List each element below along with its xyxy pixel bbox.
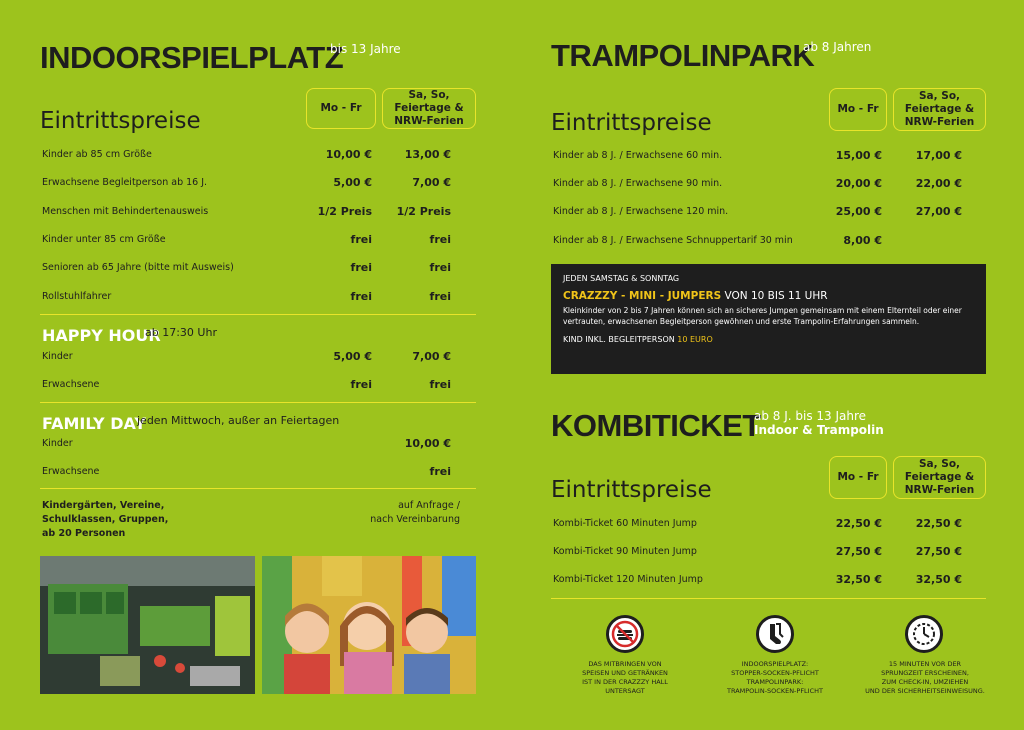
table-row bbox=[553, 202, 973, 222]
indoor-age: bis 13 Jahre bbox=[330, 42, 401, 56]
promo-headline-rest: VON 10 BIS 11 UHR bbox=[724, 290, 828, 302]
row-label: Kinder ab 8 J. / Erwachsene 90 min. bbox=[553, 178, 723, 189]
price-weekday: 27,50 € bbox=[835, 545, 882, 558]
table-row bbox=[42, 375, 462, 395]
trampolin-title: TRAMPOLINPARK bbox=[551, 38, 815, 73]
groups-label-line: Kindergärten, Vereine, bbox=[42, 500, 165, 511]
price-weekday: frei bbox=[350, 261, 372, 274]
notice-line: SPEISEN UND GETRÄNKEN bbox=[582, 669, 668, 677]
price-weekend: 32,50 € bbox=[915, 573, 962, 586]
notice-line: UNTERSAGT bbox=[605, 687, 645, 695]
kombi-col-weekday: Mo - Fr bbox=[829, 456, 887, 499]
promo-headline: CRAZZZY - MINI - JUMPERS bbox=[563, 290, 722, 302]
groups-label-line: ab 20 Personen bbox=[42, 528, 126, 539]
price-weekend: frei bbox=[429, 378, 451, 391]
promo-top: JEDEN SAMSTAG & SONNTAG bbox=[563, 274, 680, 283]
row-label: Rollstuhlfahrer bbox=[42, 291, 112, 302]
row-label: Kinder unter 85 cm Größe bbox=[42, 234, 166, 245]
price-weekday: frei bbox=[350, 378, 372, 391]
family-day-time: jeden Mittwoch, außer an Feiertagen bbox=[137, 414, 340, 427]
kombi-prices-title: Eintrittspreise bbox=[551, 477, 712, 503]
happy-hour-title: HAPPY HOUR bbox=[42, 326, 161, 345]
groups-label bbox=[42, 499, 168, 541]
kombi-title: KOMBITICKET bbox=[551, 408, 761, 443]
price-weekday: 10,00 € bbox=[325, 148, 372, 161]
price-weekend: frei bbox=[429, 261, 451, 274]
divider bbox=[40, 488, 476, 489]
indoor-col-weekend: Sa, So, Feiertage & NRW-Ferien bbox=[382, 88, 476, 129]
happy-hour-time: ab 17:30 Uhr bbox=[145, 326, 217, 339]
table-row bbox=[42, 258, 462, 278]
promo-headline-wrap bbox=[563, 290, 974, 303]
row-label: Senioren ab 65 Jahre (bitte mit Ausweis) bbox=[42, 262, 234, 273]
row-label: Kombi-Ticket 90 Minuten Jump bbox=[553, 546, 697, 557]
promo-text: Kleinkinder von 2 bis 7 Jahren können sich an sicheres Jumpen gemeinsam mit einem Elternteil oder einer vertrauten, erwachsenen Begleitperson gewöhnen und erste Trampolin-Erfahrungen sammeln. bbox=[563, 306, 962, 326]
table-row bbox=[42, 347, 462, 367]
price-weekday: 5,00 € bbox=[333, 176, 372, 189]
table-row bbox=[553, 231, 973, 251]
notice-line: TRAMPOLINPARK: bbox=[746, 678, 804, 686]
notice-line: INDOORSPIELPLATZ: bbox=[741, 660, 809, 668]
row-label: Kombi-Ticket 120 Minuten Jump bbox=[553, 574, 703, 585]
row-label: Kinder bbox=[42, 438, 73, 449]
table-row bbox=[553, 174, 973, 194]
table-row bbox=[553, 542, 973, 562]
table-row bbox=[42, 173, 462, 193]
price-weekend: 22,00 € bbox=[915, 177, 962, 190]
table-row bbox=[553, 514, 973, 534]
row-label: Kinder ab 8 J. / Erwachsene 60 min. bbox=[553, 150, 723, 161]
socks-icon bbox=[756, 615, 794, 653]
promo-price-label: KIND INKL. BEGLEITPERSON bbox=[563, 335, 675, 344]
table-row bbox=[553, 570, 973, 590]
notice-line: ZUM CHECK-IN, UMZIEHEN bbox=[881, 678, 969, 686]
price-weekday: 15,00 € bbox=[835, 149, 882, 162]
clock-icon bbox=[905, 615, 943, 653]
no-food-icon bbox=[606, 615, 644, 653]
price-weekend: 27,00 € bbox=[915, 205, 962, 218]
price-weekend: frei bbox=[429, 290, 451, 303]
notice-line: UND DER SICHERHEITSEINWEISUNG. bbox=[865, 687, 985, 695]
kombi-col-weekend: Sa, So, Feiertage & NRW-Ferien bbox=[893, 456, 986, 499]
notice-line: TRAMPOLIN-SOCKEN-PFLICHT bbox=[726, 687, 823, 695]
divider bbox=[40, 314, 476, 315]
price-weekday: 25,00 € bbox=[835, 205, 882, 218]
table-row bbox=[42, 230, 462, 250]
trampolin-age: ab 8 Jahren bbox=[803, 40, 872, 54]
price-weekend: frei bbox=[429, 233, 451, 246]
price-weekend: 1/2 Preis bbox=[396, 205, 451, 218]
row-label: Kinder ab 85 cm Größe bbox=[42, 149, 152, 160]
table-row bbox=[42, 145, 462, 165]
row-label: Kinder ab 8 J. / Erwachsene Schnuppertarif 30 min bbox=[553, 235, 793, 246]
indoor-col-weekday: Mo - Fr bbox=[306, 88, 376, 129]
notice-line: SPRUNGZEIT ERSCHEINEN, bbox=[881, 669, 969, 677]
table-row bbox=[42, 287, 462, 307]
groups-value-line: nach Vereinbarung bbox=[370, 514, 460, 525]
price-weekday: frei bbox=[350, 290, 372, 303]
indoor-prices-title: Eintrittspreise bbox=[40, 108, 201, 134]
row-label: Erwachsene Begleitperson ab 16 J. bbox=[42, 177, 208, 188]
row-label: Kombi-Ticket 60 Minuten Jump bbox=[553, 518, 697, 529]
children-photo bbox=[262, 556, 476, 694]
kombi-age-line: ab 8 J. bis 13 Jahre bbox=[754, 409, 867, 423]
price-weekend: 10,00 € bbox=[404, 437, 451, 450]
promo-price bbox=[563, 335, 974, 345]
groups-label-line: Schulklassen, Gruppen, bbox=[42, 514, 169, 525]
price-weekday: 8,00 € bbox=[843, 234, 882, 247]
row-label: Kinder ab 8 J. / Erwachsene 120 min. bbox=[553, 206, 729, 217]
groups-value bbox=[356, 499, 460, 527]
price-weekend: 27,50 € bbox=[915, 545, 962, 558]
price-weekend: 13,00 € bbox=[404, 148, 451, 161]
notice-line: STOPPER-SOCKEN-PFLICHT bbox=[731, 669, 819, 677]
price-weekend: 17,00 € bbox=[915, 149, 962, 162]
kombi-age bbox=[754, 409, 884, 437]
trampolin-col-weekday: Mo - Fr bbox=[829, 88, 887, 131]
mini-jumpers-promo bbox=[551, 264, 986, 374]
notice-line: 15 MINUTEN VOR DER bbox=[888, 660, 962, 668]
notice-socks bbox=[715, 660, 835, 696]
price-weekend: frei bbox=[429, 465, 451, 478]
row-label: Menschen mit Behindertenausweis bbox=[42, 206, 209, 217]
table-row bbox=[553, 146, 973, 166]
divider bbox=[551, 598, 986, 599]
notice-arrival bbox=[860, 660, 990, 696]
indoor-playground-photo bbox=[40, 556, 255, 694]
table-row bbox=[42, 462, 462, 482]
price-weekday: 5,00 € bbox=[333, 350, 372, 363]
promo-price-value: 10 EURO bbox=[677, 335, 713, 344]
row-label: Kinder bbox=[42, 351, 73, 362]
price-weekend: 7,00 € bbox=[412, 350, 451, 363]
groups-value-line: auf Anfrage / bbox=[398, 500, 460, 511]
notice-line: DAS MITBRINGEN VON bbox=[588, 660, 662, 668]
table-row bbox=[42, 202, 462, 222]
trampolin-prices-title: Eintrittspreise bbox=[551, 110, 712, 136]
price-weekday: 32,50 € bbox=[835, 573, 882, 586]
family-day-title: FAMILY DAY bbox=[42, 414, 146, 433]
price-weekday: 20,00 € bbox=[835, 177, 882, 190]
price-weekday: 1/2 Preis bbox=[317, 205, 372, 218]
indoor-title: INDOORSPIELPLATZ bbox=[40, 40, 344, 75]
price-weekday: 22,50 € bbox=[835, 517, 882, 530]
price-weekend: 7,00 € bbox=[412, 176, 451, 189]
trampolin-col-weekend: Sa, So, Feiertage & NRW-Ferien bbox=[893, 88, 986, 131]
notice-line: IST IN DER CRAZZZY HALL bbox=[582, 678, 668, 686]
price-weekend: 22,50 € bbox=[915, 517, 962, 530]
divider bbox=[40, 402, 476, 403]
price-weekday: frei bbox=[350, 233, 372, 246]
notice-no-food bbox=[570, 660, 680, 696]
row-label: Erwachsene bbox=[42, 379, 100, 390]
table-row bbox=[42, 434, 462, 454]
kombi-age-line: Indoor & Trampolin bbox=[754, 423, 884, 437]
row-label: Erwachsene bbox=[42, 466, 100, 477]
